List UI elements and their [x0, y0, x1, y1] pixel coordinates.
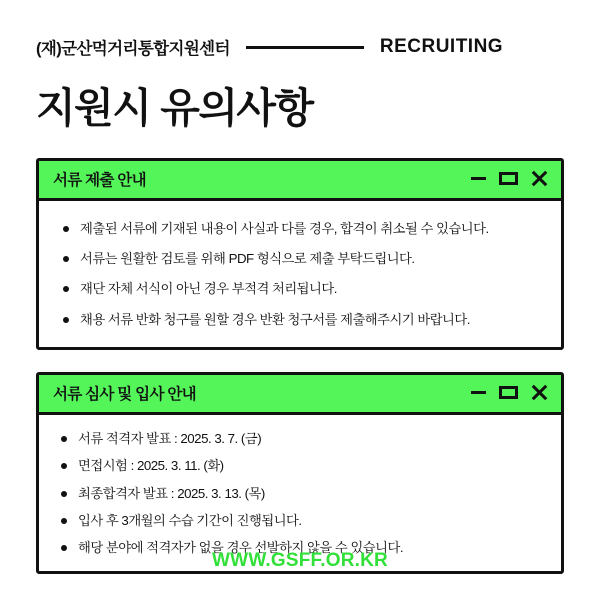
list-item: 입사 후 3개월의 수습 기간이 진행됩니다.	[57, 511, 543, 530]
window-body	[39, 415, 561, 571]
minimize-icon[interactable]	[471, 177, 486, 180]
list-item: 채용 서류 반화 청구를 원할 경우 반환 청구서를 제출해주시기 바랍니다.	[59, 310, 543, 329]
notice-list	[59, 219, 543, 329]
schedule-list	[57, 429, 543, 557]
close-icon[interactable]	[531, 385, 547, 401]
organization-name: (재)군산먹거리통합지원센터	[36, 40, 230, 58]
window-controls	[471, 171, 547, 187]
list-item: 재단 자체 서식이 아닌 경우 부적격 처리됩니다.	[59, 279, 543, 298]
window-title-bar	[39, 375, 561, 415]
list-item: 해당 분야에 적격자가 없을 경우 선발하지 않을 수 있습니다.	[57, 538, 543, 557]
maximize-icon[interactable]	[499, 172, 518, 185]
list-item: 최종합격자 발표 : 2025. 3. 13. (목)	[57, 484, 543, 503]
poster-header	[36, 30, 564, 64]
footer-website-url[interactable]: WWW.GSFF.OR.KR	[212, 550, 388, 571]
close-icon[interactable]	[531, 171, 547, 187]
window-title: 서류 제출 안내	[53, 171, 146, 189]
window-title-bar	[39, 161, 561, 201]
list-item: 서류 적격자 발표 : 2025. 3. 7. (금)	[57, 429, 543, 448]
list-item: 서류는 원활한 검토를 위해 PDF 형식으로 제출 부탁드립니다.	[59, 249, 543, 268]
minimize-icon[interactable]	[471, 391, 486, 394]
recruiting-label: RECRUITING	[379, 36, 504, 57]
window-body	[39, 201, 561, 347]
list-item: 제출된 서류에 기재된 내용이 사실과 다를 경우, 합격이 취소될 수 있습니다.	[59, 219, 543, 238]
list-item: 면접시험 : 2025. 3. 11. (화)	[57, 456, 543, 475]
page-title: 지원시 유의사항	[36, 85, 313, 131]
window-title: 서류 심사 및 입사 안내	[53, 385, 196, 403]
maximize-icon[interactable]	[499, 386, 518, 399]
window-document-submission	[36, 158, 564, 350]
header-divider-line	[246, 46, 364, 49]
window-screening-schedule	[36, 372, 564, 574]
window-controls	[471, 385, 547, 401]
